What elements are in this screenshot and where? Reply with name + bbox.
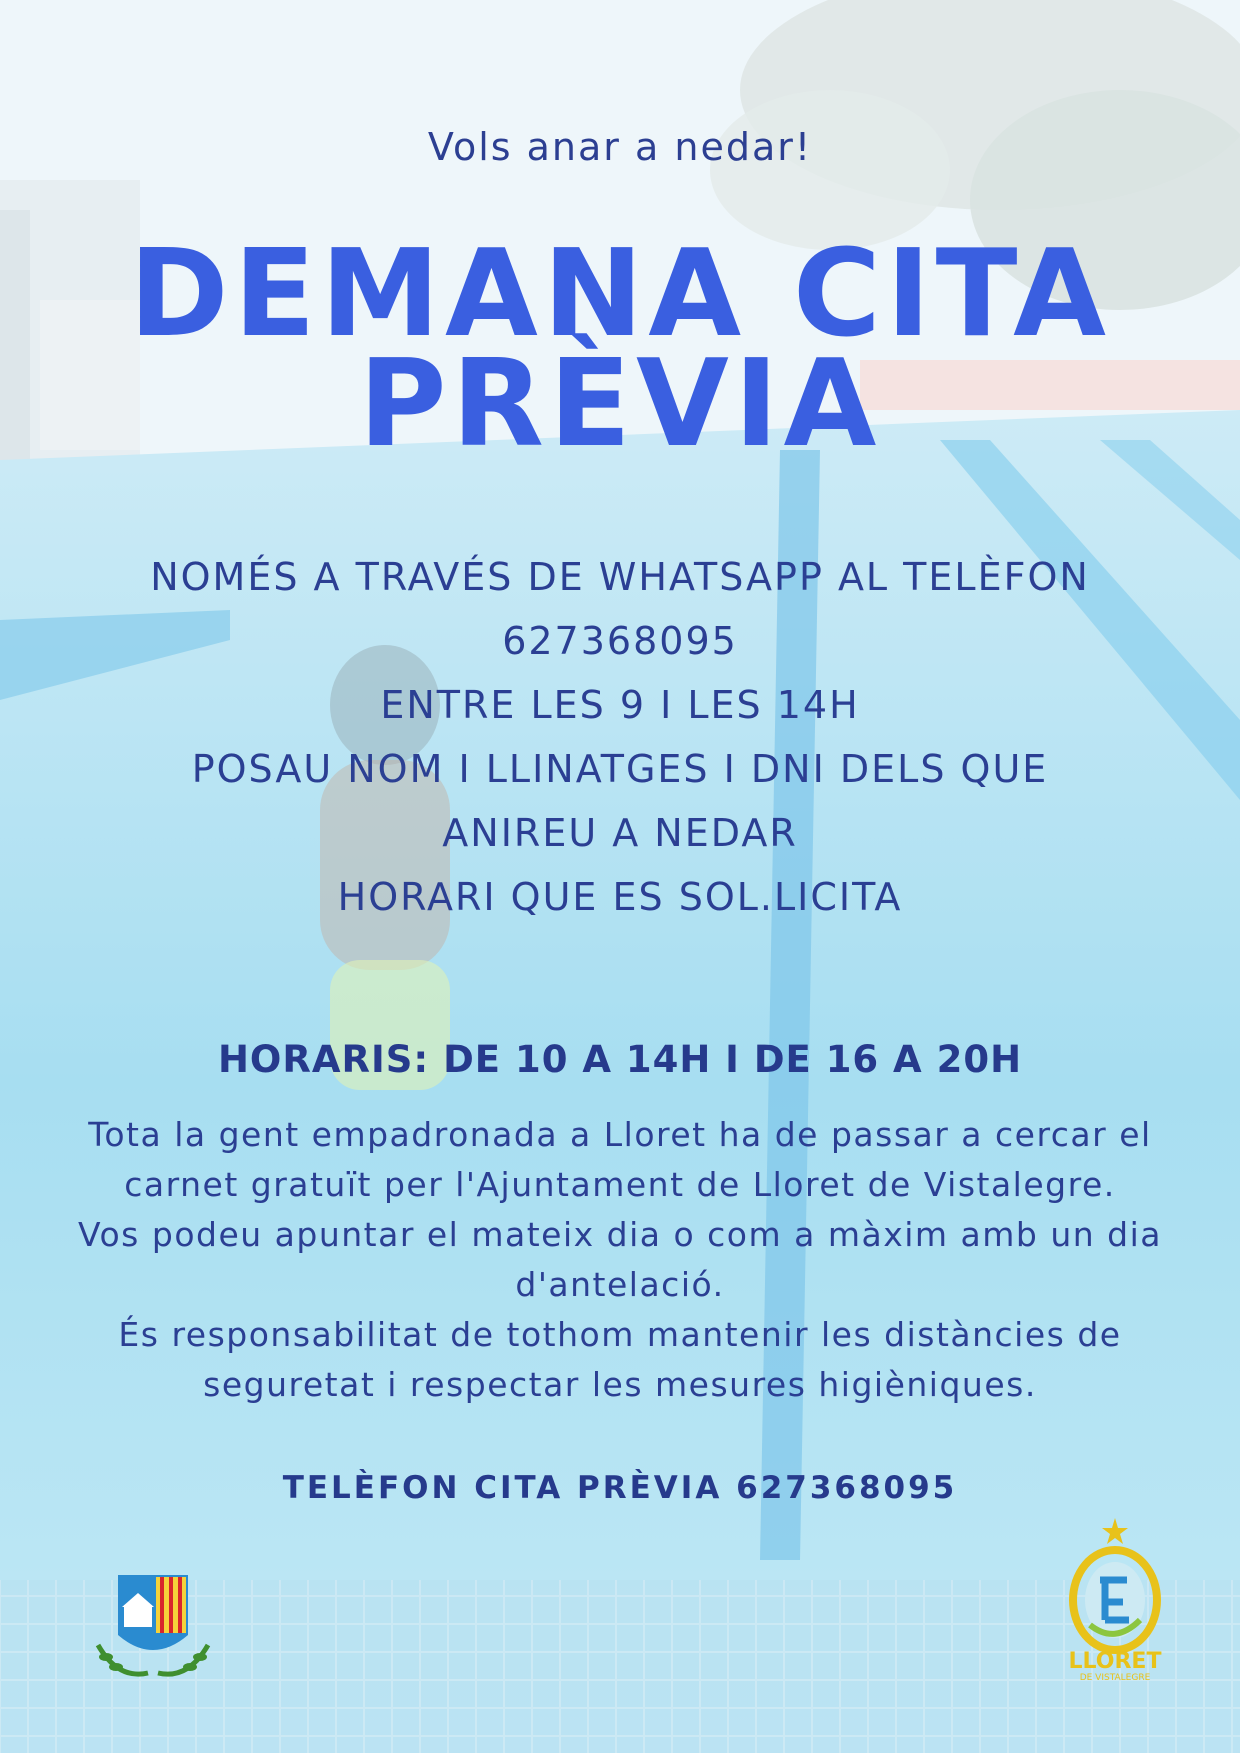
note-line: Tota la gent empadronada a Lloret ha de passar a cercar el [88,1115,1152,1154]
kicker-text: Vols anar a nedar! [427,125,813,169]
headline [0,225,1240,474]
appointment-phone: TELÈFON CITA PRÈVIA 627368095 [282,1470,958,1506]
note-line: d'antelació. [515,1265,725,1304]
instruction-line: ENTRE LES 9 I LES 14H [380,683,860,727]
instruction-line: NOMÉS A TRAVÉS DE WHATSAPP AL TELÈFON [150,555,1090,599]
lloret-logo [1055,1510,1175,1680]
note-line: carnet gratuït per l'Ajuntament de Lloret de Vistalegre. [124,1165,1116,1204]
note-line: seguretat i respectar les mesures higièniques. [203,1365,1037,1404]
logo-name: LLORET [1068,1649,1162,1674]
instruction-line: POSAU NOM I LLINATGES I DNI DELS QUE [191,747,1049,791]
note-line: Vos podeu apuntar el mateix dia o com a màxim amb un dia [77,1215,1162,1254]
instruction-line: 627368095 [502,619,738,663]
instructions [60,545,1180,929]
instruction-line: HORARI QUE ES SOL.LICITA [337,875,903,919]
note-line: És responsabilitat de tothom mantenir les distàncies de [118,1315,1122,1354]
headline-line: PRÈVIA [358,335,882,474]
instruction-line: ANIREU A NEDAR [442,811,798,855]
municipal-crest-logo [88,1565,218,1685]
notes [60,1110,1180,1410]
logo-subtitle: DE VISTALEGRE [1079,1673,1151,1680]
opening-hours: HORARIS: DE 10 A 14H I DE 16 A 20H [217,1038,1023,1081]
headline-line: DEMANA CITA [128,225,1112,364]
